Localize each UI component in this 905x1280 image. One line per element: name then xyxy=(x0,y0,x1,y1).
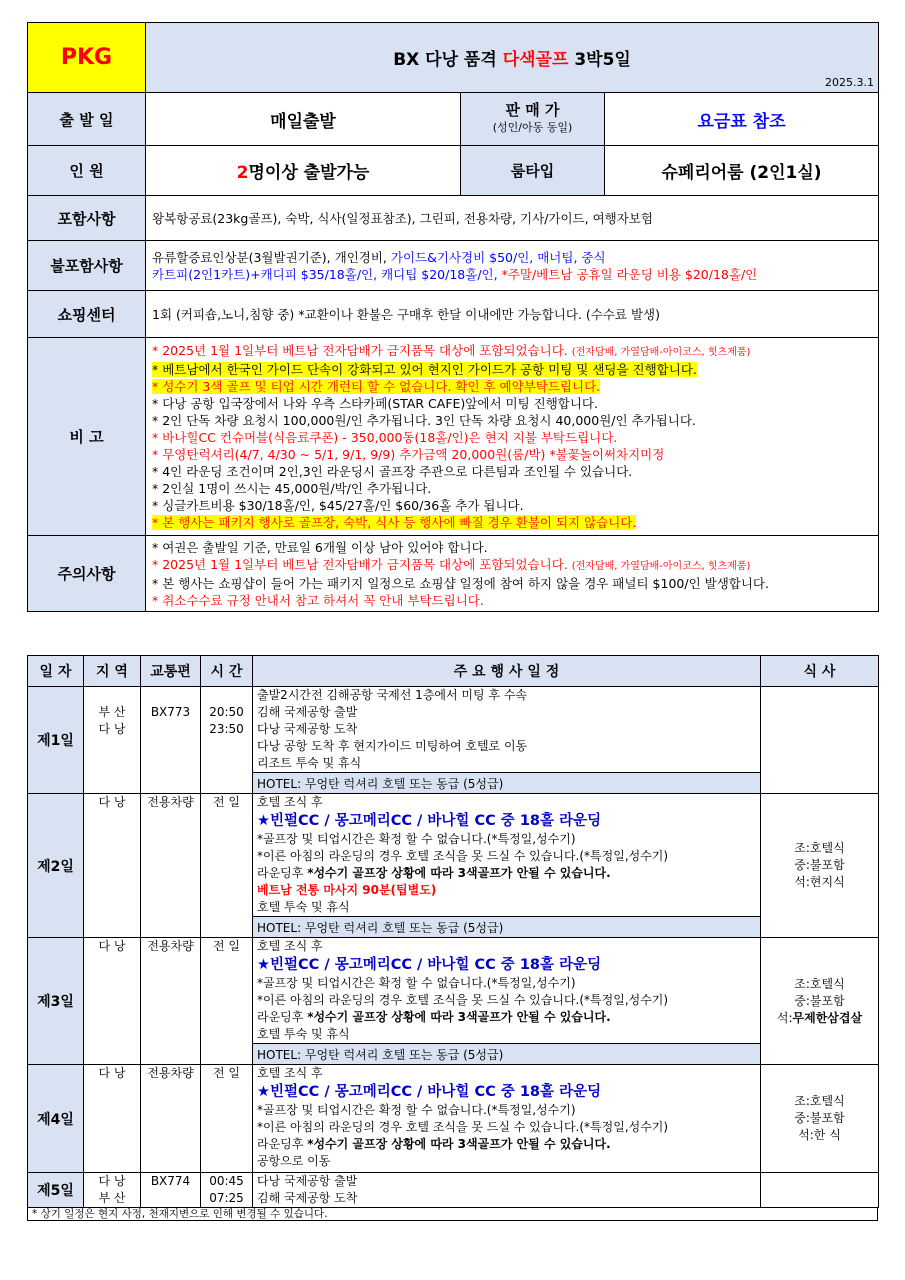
info-table xyxy=(27,22,879,612)
caution-label: 주의사항 xyxy=(28,536,146,612)
event-line xyxy=(257,1136,756,1153)
title-prefix: BX 다낭 품격 xyxy=(393,50,503,70)
event-line: *이른 아침의 라운딩의 경우 호텔 조식을 못 드실 수 있습니다.(*특정일,성수기) xyxy=(257,1120,669,1134)
hotel-line: HOTEL: 무엉탄 럭셔리 호텔 또는 동급 (5성급) xyxy=(253,1044,761,1065)
day2-row xyxy=(28,794,879,917)
excluded-l2a: 카트피(2인1카트)+캐디피 $35/18홀/인, 캐디팁 $20/18홀/인, xyxy=(152,266,502,282)
event-line: 호텔 투숙 및 휴식 xyxy=(257,900,350,914)
event-text: 라운딩후 xyxy=(257,1137,308,1151)
day-region: 다 낭 xyxy=(84,1065,141,1173)
remark-item: * 다낭 공항 입국장에서 나와 우측 스타카페(STAR CAFE)앞에서 미팅 진행합니다. xyxy=(152,396,598,411)
remark-item: * 4인 라운딩 조건이며 2인,3인 라운딩시 골프장 주관으로 다른팀과 조인될 수 있습니다. xyxy=(152,464,633,479)
schedule-footnote: * 상기 일정은 현지 사정, 천재지변으로 인해 변경될 수 있습니다. xyxy=(27,1208,878,1221)
time-text: 00:45 xyxy=(209,1174,244,1188)
meal-prefix: 석: xyxy=(776,1010,793,1025)
event-text: *성수기 골프장 상황에 따라 3색골프가 안될 수 있습니다. xyxy=(307,866,611,880)
day-region: 다 낭 xyxy=(84,794,141,938)
meal-text: 중:불포함 xyxy=(794,993,845,1008)
schedule-table xyxy=(27,655,879,1208)
day-meals xyxy=(761,938,879,1065)
excluded-l1b: 가이드&기사경비 $50/인, 매너팁, 중식 xyxy=(390,249,606,265)
day-time: 전 일 xyxy=(201,794,253,938)
region-text: 다 낭 xyxy=(98,1174,126,1188)
event-line: *골프장 및 티업시간은 확정 할 수 없습니다.(*특정일,성수기) xyxy=(257,832,576,846)
event-line xyxy=(257,865,756,882)
remark-item: * 무영탄럭셔리(4/7, 4/30 ~ 5/1, 9/1, 9/9) 추가금액 20,000원(룸/박) *불꽃놀이써차지미정 xyxy=(152,447,665,462)
event-line: *이른 아침의 라운딩의 경우 호텔 조식을 못 드실 수 있습니다.(*특정일,성수기) xyxy=(257,849,669,863)
excluded-line-2 xyxy=(152,266,872,283)
room-label: 룸타입 xyxy=(461,146,605,196)
document-title xyxy=(146,23,879,93)
remark-item: * 본 행사는 패키지 행사로 골프장, 숙박, 식사 등 행사에 빠질 경우 환불이 되지 않습니다. xyxy=(152,515,637,530)
caution-text: * 2025년 1월 1일부터 베트남 전자담배가 금지품목 대상에 포함되었습니다. xyxy=(152,556,572,572)
col-time: 시 간 xyxy=(201,656,253,687)
col-meal: 식 사 xyxy=(761,656,879,687)
event-text: 라운딩후 xyxy=(257,866,308,880)
caution-item: * 본 행사는 쇼핑샵이 들어 가는 패키지 일정으로 쇼핑샵 일정에 참여 하지 않을 경우 패널티 $100/인 발생합니다. xyxy=(152,575,769,591)
event-line: *골프장 및 티업시간은 확정 할 수 없습니다.(*특정일,성수기) xyxy=(257,976,576,990)
day-transport: BX773 xyxy=(141,687,201,794)
event-line: 다낭 국제공항 출발 xyxy=(257,1174,358,1188)
pkg-badge: PKG xyxy=(28,23,146,93)
meal-text: 중:불포함 xyxy=(794,1111,845,1125)
day-time: 전 일 xyxy=(201,1065,253,1173)
event-line: 공항으로 이동 xyxy=(257,1154,331,1168)
day-meals xyxy=(761,687,879,794)
excluded-line-1 xyxy=(152,249,872,266)
remark-item: * 성수기 3색 골프 및 티업 시간 개런티 할 수 없습니다. 확인 후 예약부탁드립니다. xyxy=(152,379,601,394)
remark-item: * 베트남에서 한국인 가이드 단속이 강화되고 있어 현지인 가이드가 공항 미팅 및 샌딩을 진행합니다. xyxy=(152,362,697,377)
included-label: 포함사항 xyxy=(28,196,146,241)
day-region xyxy=(84,1173,141,1208)
excluded-l1a: 유류할증료인상분(3월발권기준), 개인경비, xyxy=(152,249,391,265)
day3-row xyxy=(28,938,879,1044)
day-label: 제5일 xyxy=(28,1173,84,1208)
day-transport: BX774 xyxy=(141,1173,201,1208)
price-value: 요금표 참조 xyxy=(605,93,879,146)
room-value: 슈페리어룸 (2인1실) xyxy=(605,146,879,196)
event-line: *골프장 및 티업시간은 확정 할 수 없습니다.(*특정일,성수기) xyxy=(257,1103,576,1117)
meal-text: 조:호텔식 xyxy=(794,1094,845,1108)
col-transport: 교통편 xyxy=(141,656,201,687)
massage-line: 베트남 전통 마사지 90분(팁별도) xyxy=(257,883,437,897)
caution-note: (전자담배, 가열담배-아이코스, 힛츠제품) xyxy=(571,560,751,572)
meal-text: 조:호텔식 xyxy=(794,976,845,991)
day-meals xyxy=(761,1065,879,1173)
issue-date: 2025.3.1 xyxy=(825,76,875,89)
day-time xyxy=(201,687,253,794)
event-text: *성수기 골프장 상황에 따라 3색골프가 안될 수 있습니다. xyxy=(307,1137,611,1151)
remark-item: * 바나힐CC 컨슈머블(식음료쿠폰) - 350,000동(18홀/인)은 현지 지불 부탁드립니다. xyxy=(152,430,618,445)
event-line: 호텔 조식 후 xyxy=(257,939,323,953)
event-line: 호텔 조식 후 xyxy=(257,1066,323,1080)
col-date: 일 자 xyxy=(28,656,84,687)
remark-text: * 2025년 1월 1일부터 베트남 전자담배가 금지품목 대상에 포함되었습니다. xyxy=(152,343,572,358)
departure-value: 매일출발 xyxy=(146,93,461,146)
region-text: 다 낭 xyxy=(98,722,126,736)
people-value xyxy=(146,146,461,196)
remark-item: * 2인실 1명이 쓰시는 45,000원/박/인 추가됩니다. xyxy=(152,481,432,496)
remark-item: * 싱글카트비용 $30/18홀/인, $45/27홀/인 $60/36홀 추가 됩니다. xyxy=(152,498,524,513)
region-text: 부 산 xyxy=(98,705,126,719)
people-text: 명이상 출발가능 xyxy=(248,163,370,183)
day1-row xyxy=(28,687,879,773)
shopping-value: 1회 (커피숍,노니,침향 중) *교환이나 환불은 구매후 한달 이내에만 가능합니다. (수수료 발생) xyxy=(146,291,879,338)
price-label-main: 판 매 가 xyxy=(505,101,560,119)
schedule-header-row xyxy=(28,656,879,687)
excluded-value xyxy=(146,241,879,291)
caution-item: * 취소수수료 규정 안내서 참고 하셔서 꼭 안내 부탁드립니다. xyxy=(152,592,484,608)
event-line: 호텔 투숙 및 휴식 xyxy=(257,1027,350,1041)
day-transport: 전용차량 xyxy=(141,938,201,1065)
caution-list xyxy=(146,536,879,612)
event-line: 다낭 국제공항 도착 xyxy=(257,722,358,736)
meal-text xyxy=(761,1010,878,1027)
price-label-sub: (성인/아동 동일) xyxy=(492,121,573,134)
people-label: 인 원 xyxy=(28,146,146,196)
day-events xyxy=(253,1173,761,1208)
event-line: 김해 국제공항 도착 xyxy=(257,1191,358,1205)
day-label: 제4일 xyxy=(28,1065,84,1173)
remark-item xyxy=(152,342,872,361)
event-line: 출발2시간전 김해공항 국제선 1층에서 미팅 후 수속 xyxy=(257,688,527,702)
hotel-line: HOTEL: 무엉탄 럭셔리 호텔 또는 동급 (5성급) xyxy=(253,917,761,938)
excluded-l2b: *주말/베트남 공휴일 라운딩 비용 $20/18홀/인 xyxy=(501,266,758,282)
day-label: 제3일 xyxy=(28,938,84,1065)
included-value: 왕복항공료(23kg골프), 숙박, 식사(일정표참조), 그린피, 전용차량, 기사/가이드, 여행자보험 xyxy=(146,196,879,241)
golf-line: ★빈펄CC / 몽고메리CC / 바나힐 CC 중 18홀 라운딩 xyxy=(257,813,602,829)
price-label xyxy=(461,93,605,146)
event-line xyxy=(257,1009,756,1026)
departure-label: 출 발 일 xyxy=(28,93,146,146)
caution-item: * 여권은 출발일 기준, 만료일 6개월 이상 남아 있어야 합니다. xyxy=(152,539,488,555)
event-line: 호텔 조식 후 xyxy=(257,795,323,809)
shopping-label: 쇼핑센터 xyxy=(28,291,146,338)
event-line: *이른 아침의 라운딩의 경우 호텔 조식을 못 드실 수 있습니다.(*특정일,성수기) xyxy=(257,993,669,1007)
time-text: 23:50 xyxy=(209,722,244,736)
day-events xyxy=(253,1065,761,1173)
day-time xyxy=(201,1173,253,1208)
time-text: 07:25 xyxy=(209,1191,244,1205)
col-region: 지 역 xyxy=(84,656,141,687)
title-suffix: 3박5일 xyxy=(568,50,631,70)
col-itinerary: 주 요 행 사 일 정 xyxy=(253,656,761,687)
event-text: 라운딩후 xyxy=(257,1010,308,1024)
event-line: 리조트 투숙 및 휴식 xyxy=(257,756,362,770)
day-events xyxy=(253,687,761,773)
time-text: 20:50 xyxy=(209,705,244,719)
hotel-line: HOTEL: 무엉탄 럭셔리 호텔 또는 동급 (5성급) xyxy=(253,773,761,794)
day-events xyxy=(253,938,761,1044)
event-line: 김해 국제공항 출발 xyxy=(257,705,358,719)
meal-text: 중:불포함 xyxy=(794,858,845,872)
day-events xyxy=(253,794,761,917)
caution-item xyxy=(152,556,872,575)
meal-special: 무제한삼겹살 xyxy=(792,1010,863,1025)
meal-text: 석:현지식 xyxy=(794,875,845,889)
day-meals xyxy=(761,794,879,938)
meal-text: 석:한 식 xyxy=(798,1128,841,1142)
day-region: 다 낭 xyxy=(84,938,141,1065)
day-time: 전 일 xyxy=(201,938,253,1065)
day4-row xyxy=(28,1065,879,1173)
title-highlight: 다색골프 xyxy=(502,50,569,70)
event-text: *성수기 골프장 상황에 따라 3색골프가 안될 수 있습니다. xyxy=(307,1010,611,1024)
meal-text: 조:호텔식 xyxy=(794,841,845,855)
day5-row xyxy=(28,1173,879,1208)
remarks-list xyxy=(146,338,879,536)
golf-line: ★빈펄CC / 몽고메리CC / 바나힐 CC 중 18홀 라운딩 xyxy=(257,1084,602,1100)
day-region xyxy=(84,687,141,794)
region-text: 부 산 xyxy=(98,1191,126,1205)
golf-line: ★빈펄CC / 몽고메리CC / 바나힐 CC 중 18홀 라운딩 xyxy=(257,957,602,973)
day-transport: 전용차량 xyxy=(141,794,201,938)
people-number: 2 xyxy=(236,163,249,183)
remarks-label: 비 고 xyxy=(28,338,146,536)
excluded-label: 불포함사항 xyxy=(28,241,146,291)
day-meals xyxy=(761,1173,879,1208)
remark-item: * 2인 단독 차량 요청시 100,000원/인 추가됩니다. 3인 단독 차량 요청시 40,000원/인 추가됩니다. xyxy=(152,413,696,428)
event-line: 다낭 공항 도착 후 현지가이드 미팅하여 호텔로 이동 xyxy=(257,739,528,753)
day-label: 제1일 xyxy=(28,687,84,794)
day-label: 제2일 xyxy=(28,794,84,938)
remark-note: (전자담배, 가열담배-아이코스, 힛츠제품) xyxy=(571,347,751,358)
day-transport: 전용차량 xyxy=(141,1065,201,1173)
